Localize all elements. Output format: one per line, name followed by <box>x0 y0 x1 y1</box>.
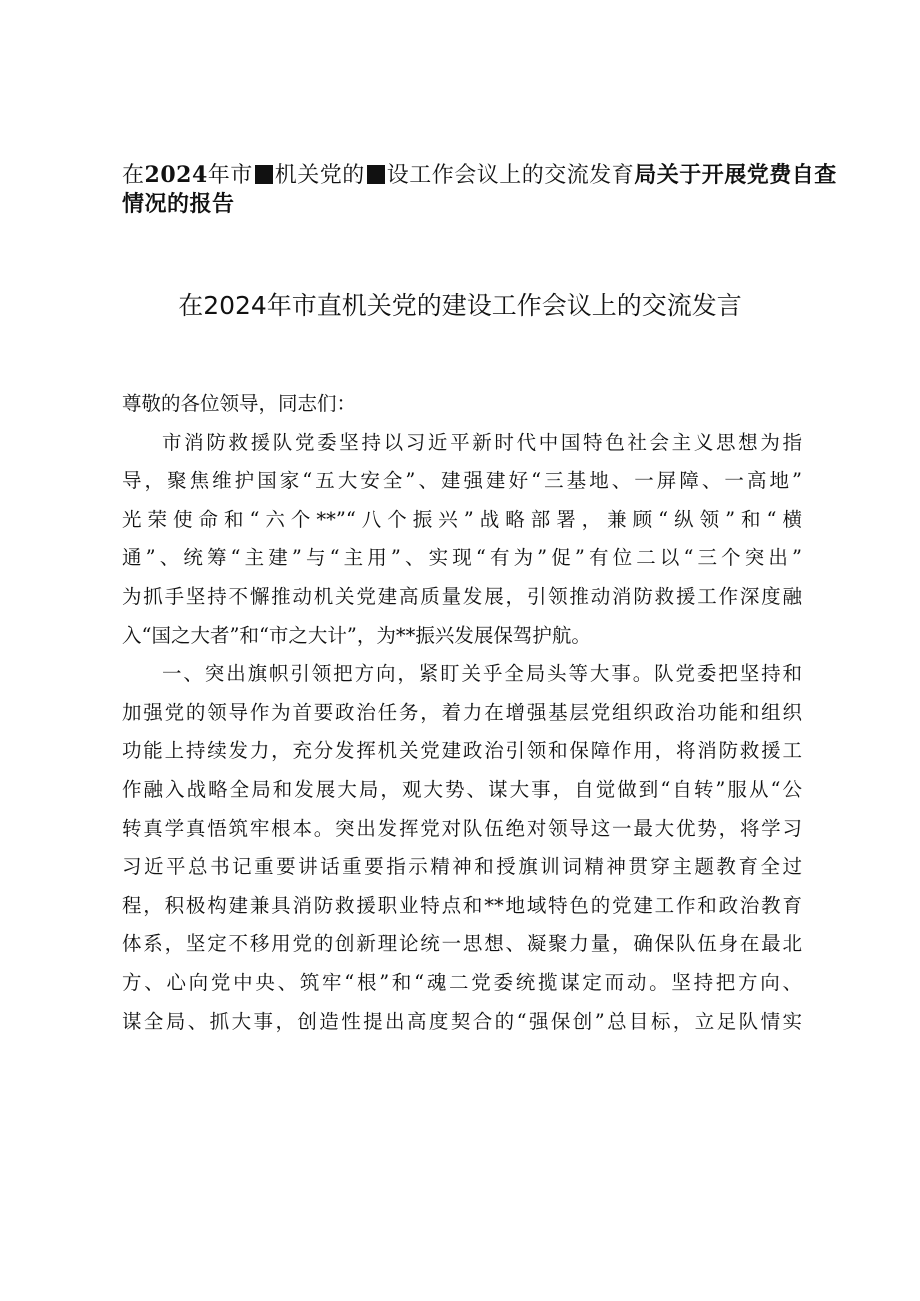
body-line: 光荣使命和“六个**”“八个振兴”战略部署，兼顾“纵领”和“横 <box>122 507 802 531</box>
header-part-2: 机关党的 <box>274 163 365 188</box>
body-line: 程，积极构建兼具消防救援职业特点和**地域特色的党建工作和政治教育 <box>122 893 802 917</box>
body-line: 转真学真悟筑牢根本。突出发挥党对队伍绝对领导这一最大优势，将学习 <box>122 816 802 840</box>
header-bold-part: 局关于开展党费自查 <box>634 162 837 188</box>
header-prefix: 在 <box>122 163 145 188</box>
body-line: 作融入战略全局和发展大局，观大势、谋大事，自觉做到“自转”服从“公 <box>122 777 802 801</box>
document-body <box>122 385 802 1041</box>
header-year: 2024 <box>144 162 208 188</box>
body-line: 一、突出旗帜引领把方向，紧盯关乎全局头等大事。队党委把坚持和 <box>162 662 802 686</box>
body-line: 入“国之大者”和“市之大计”，为**振兴发展保驾护航。 <box>122 623 591 647</box>
body-line: 功能上持续发力，充分发挥机关党建政治引领和保障作用，将消防救援工 <box>122 739 802 763</box>
body-line: 加强党的领导作为首要政治任务，着力在增强基层党组织政治功能和组织 <box>122 700 802 724</box>
body-line: 方、心向党中央、筑牢“根”和“魂二党委统揽谋定而动。坚持把方向、 <box>122 970 802 994</box>
body-line: 为抓手坚持不懈推动机关党建高质量发展，引领推动消防救援工作深度融 <box>122 584 802 608</box>
body-line: 体系，坚定不移用党的创新理论统一思想、凝聚力量，确保队伍身在最北 <box>122 932 802 956</box>
salutation: 尊敬的各位领导，同志们： <box>122 392 357 415</box>
document-title: 在2024年市直机关党的建设工作会议上的交流发言 <box>178 291 742 320</box>
body-line: 通”、统筹“主建”与“主用”、实现“有为”促”有位二以“三个突出” <box>122 546 802 570</box>
body-line: 习近平总书记重要讲话重要指示精神和授旗训词精神贯穿主题教育全过 <box>122 855 802 879</box>
header-part-1: 年市 <box>207 163 253 188</box>
header-bold-line-2: 情况的报告 <box>122 191 235 217</box>
header-part-3: 设工作会议上的交流发育 <box>386 163 635 188</box>
body-line: 市消防救援队党委坚持以习近平新时代中国特色社会主义思想为指 <box>162 430 802 454</box>
header-line-2 <box>122 190 812 219</box>
body-line: 谋全局、抓大事，创造性提出高度契合的“强保创”总目标，立足队情实 <box>122 1009 802 1033</box>
header-line-1 <box>122 161 837 190</box>
body-line: 导，聚焦维护国家“五大安全”、建强建好“三基地、一屏障、一高地” <box>122 469 802 493</box>
redaction-block <box>367 165 385 184</box>
redaction-block <box>255 165 273 184</box>
